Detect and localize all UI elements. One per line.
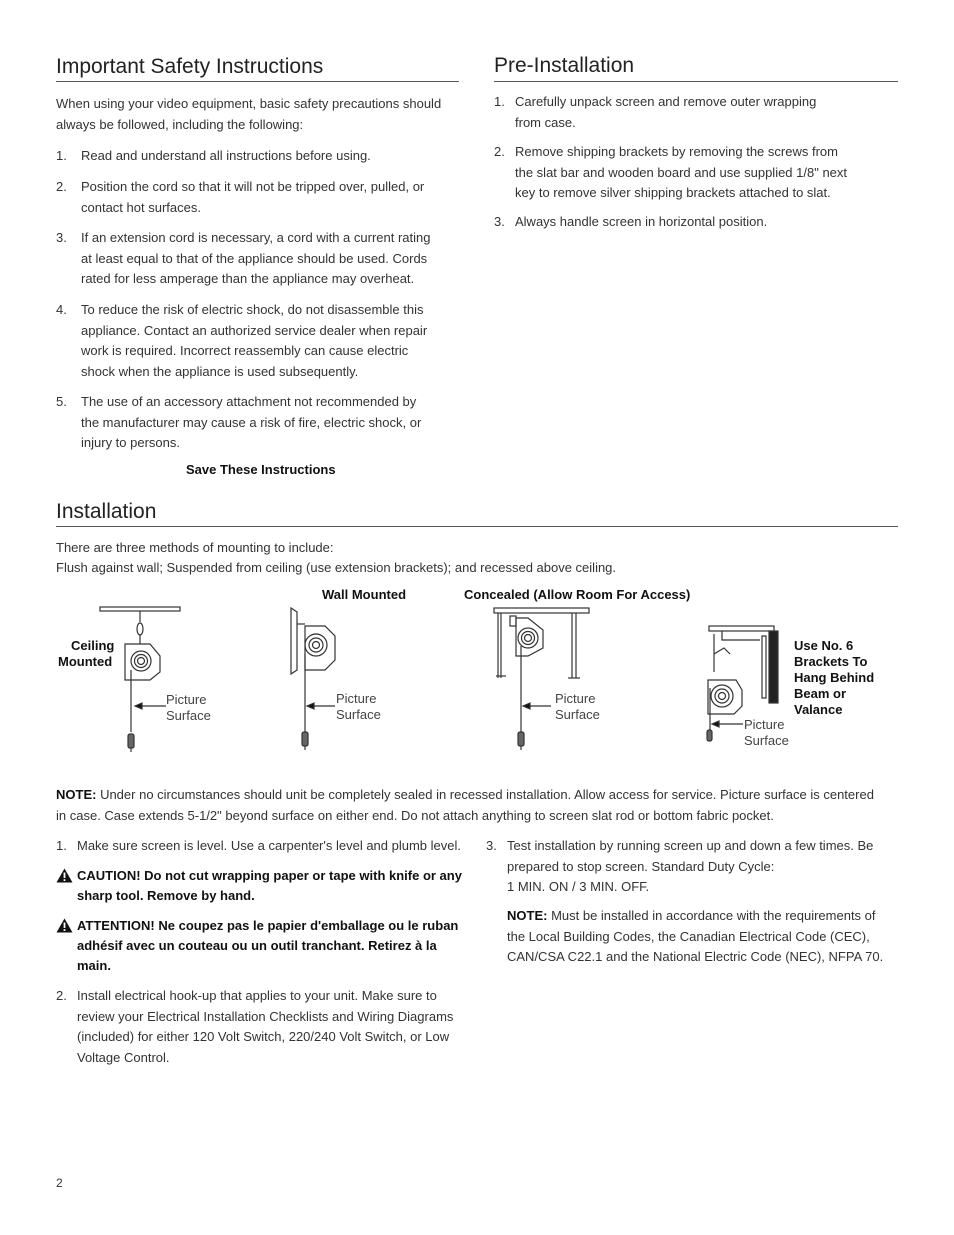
install-step-2-line-3: (included) for either 120 Volt Switch, 220/240 Volt Switch, or Low — [77, 1029, 450, 1044]
preinstall-item-number: 2. — [494, 144, 505, 159]
ceiling-mounted-label-2: Mounted — [58, 654, 113, 669]
preinstall-item-number: 3. — [494, 214, 505, 229]
safety-item-line: Read and understand all instructions before using. — [81, 148, 371, 163]
safety-item-line: shock when the appliance is used subsequently. — [81, 363, 359, 379]
warning-icon — [56, 868, 73, 883]
safety-item-line: Position the cord so that it will not be tripped over, pulled, or — [81, 179, 425, 194]
safety-item-line: work is required. Incorrect reassembly can cause electric — [81, 343, 409, 358]
code-note-line-1: Must be installed in accordance with the requirements of — [547, 908, 876, 923]
picture-surface-label-4b: Surface — [744, 733, 789, 748]
page-number: 2 — [56, 1176, 63, 1190]
safety-item-line: If an extension cord is necessary, a cord with a current rating — [81, 230, 431, 245]
safety-item-line: To reduce the risk of electric shock, do not disassemble this — [81, 302, 424, 317]
install-step-1-number: 1. — [56, 838, 67, 853]
safety-item-number: 1. — [56, 148, 67, 163]
preinstall-item-line: Carefully unpack screen and remove outer wrapping — [515, 94, 817, 109]
installation-note-line-2: in case. Case extends 5-1/2" beyond surface on either end. Do not attach anything to screen slat rod or bottom fabric pocket. — [56, 807, 774, 823]
preinstall-item-line: Always handle screen in horizontal position. — [515, 214, 768, 229]
save-instructions: Save These Instructions — [186, 462, 336, 477]
preinstall-heading: Pre-Installation — [494, 54, 635, 77]
preinstall-item-line: key to remove silver shipping brackets attached to slat. — [515, 185, 831, 200]
code-note-line-2: the Local Building Codes, the Canadian Electrical Code (CEC), — [507, 928, 870, 944]
picture-surface-label-1b: Surface — [166, 708, 211, 723]
installation-note-line-1: Under no circumstances should unit be completely sealed in recessed installation. Allow access for service. Picture surface is centered — [96, 787, 874, 802]
safety-item-line: The use of an accessory attachment not recommended by — [81, 394, 417, 409]
installation-heading: Installation — [56, 500, 157, 523]
preinstall-item-line: Remove shipping brackets by removing the screws from — [515, 144, 838, 159]
concealed-label: Concealed (Allow Room For Access) — [464, 587, 691, 602]
code-note-label: NOTE: — [507, 908, 548, 923]
picture-surface-label-3a: Picture — [555, 691, 596, 706]
picture-surface-label-1a: Picture — [166, 692, 207, 707]
brackets-label-line: Brackets To — [794, 654, 868, 669]
install-step-2-number: 2. — [56, 988, 67, 1003]
picture-surface-label-3b: Surface — [555, 707, 600, 722]
install-step-3-line-2: prepared to stop screen. Standard Duty Cycle: — [507, 858, 775, 874]
safety-item-number: 3. — [56, 230, 67, 245]
safety-item-line: contact hot surfaces. — [81, 199, 201, 215]
caution-french-line-2: adhésif avec un couteau ou un outil tranchant. Retirez à la — [77, 938, 437, 953]
install-step-3-line-1: Test installation by running screen up and down a few times. Be — [507, 838, 874, 853]
safety-item-line: rated for less amperage than the appliance may overheat. — [81, 271, 415, 286]
safety-item-number: 4. — [56, 302, 67, 317]
caution-french-line-1: ATTENTION! Ne coupez pas le papier d'emballage ou le ruban — [77, 918, 459, 933]
safety-intro: When using your video equipment, basic safety precautions should always be followed, including the following: — [56, 96, 442, 132]
concealed-mount-diagram — [488, 604, 598, 764]
safety-item-line: the manufacturer may cause a risk of fire, electric shock, or — [81, 414, 422, 430]
installation-intro-2: Flush against wall; Suspended from ceiling (use extension brackets); and recessed above ceiling. — [56, 560, 617, 575]
preinstall-item-line: from case. — [515, 114, 576, 130]
brackets-label-line: Beam or — [794, 686, 847, 701]
safety-item-line: injury to persons. — [81, 435, 180, 450]
ceiling-mount-diagram — [95, 600, 205, 760]
caution-english-line-1: CAUTION! Do not cut wrapping paper or tape with knife or any — [77, 868, 462, 883]
brackets-label — [794, 638, 874, 718]
installation-heading-rule — [56, 526, 898, 527]
safety-heading: Important Safety Instructions — [56, 55, 324, 78]
install-step-2-line-4: Voltage Control. — [77, 1049, 170, 1065]
preinstall-heading-rule — [494, 81, 898, 82]
code-note-line-3: CAN/CSA C22.1 and the National Electric Code (NEC), NFPA 70. — [507, 949, 884, 964]
preinstall-item-number: 1. — [494, 94, 505, 109]
install-step-1-text: Make sure screen is level. Use a carpenter's level and plumb level. — [77, 838, 461, 853]
install-step-2-line-1: Install electrical hook-up that applies to your unit. Make sure to — [77, 988, 437, 1003]
wall-mounted-label: Wall Mounted — [322, 587, 407, 602]
wall-mount-diagram — [285, 604, 375, 764]
install-step-3-number: 3. — [486, 838, 497, 853]
bracket-mount-diagram — [700, 620, 790, 750]
safety-item-line: appliance. Contact an authorized service dealer when repair — [81, 322, 428, 338]
picture-surface-label-2b: Surface — [336, 707, 381, 722]
installation-note — [56, 785, 906, 826]
ceiling-mounted-label-1: Ceiling — [71, 638, 115, 653]
brackets-label-line: Valance — [794, 702, 843, 717]
safety-item-number: 5. — [56, 394, 67, 409]
brackets-label-line: Hang Behind — [794, 670, 875, 685]
picture-surface-label-4a: Picture — [744, 717, 785, 732]
warning-icon — [56, 918, 73, 933]
code-note — [507, 906, 897, 968]
picture-surface-label-2a: Picture — [336, 691, 377, 706]
install-step-3-line-3: 1 MIN. ON / 3 MIN. OFF. — [507, 879, 650, 894]
installation-note-label: NOTE: — [56, 787, 97, 802]
installation-intro-1: There are three methods of mounting to include: — [56, 540, 334, 555]
safety-item-line: at least equal to that of the appliance should be used. Cords — [81, 250, 428, 266]
install-step-2-line-2: review your Electrical Installation Checklists and Wiring Diagrams — [77, 1008, 454, 1024]
caution-english-line-2: sharp tool. Remove by hand. — [77, 888, 255, 903]
safety-item-number: 2. — [56, 179, 67, 194]
preinstall-item-line: the slat bar and wooden board and use supplied 1/8" next — [515, 164, 848, 180]
brackets-label-line: Use No. 6 — [794, 638, 854, 653]
safety-heading-rule — [56, 81, 459, 82]
caution-french-line-3: main. — [77, 958, 111, 973]
